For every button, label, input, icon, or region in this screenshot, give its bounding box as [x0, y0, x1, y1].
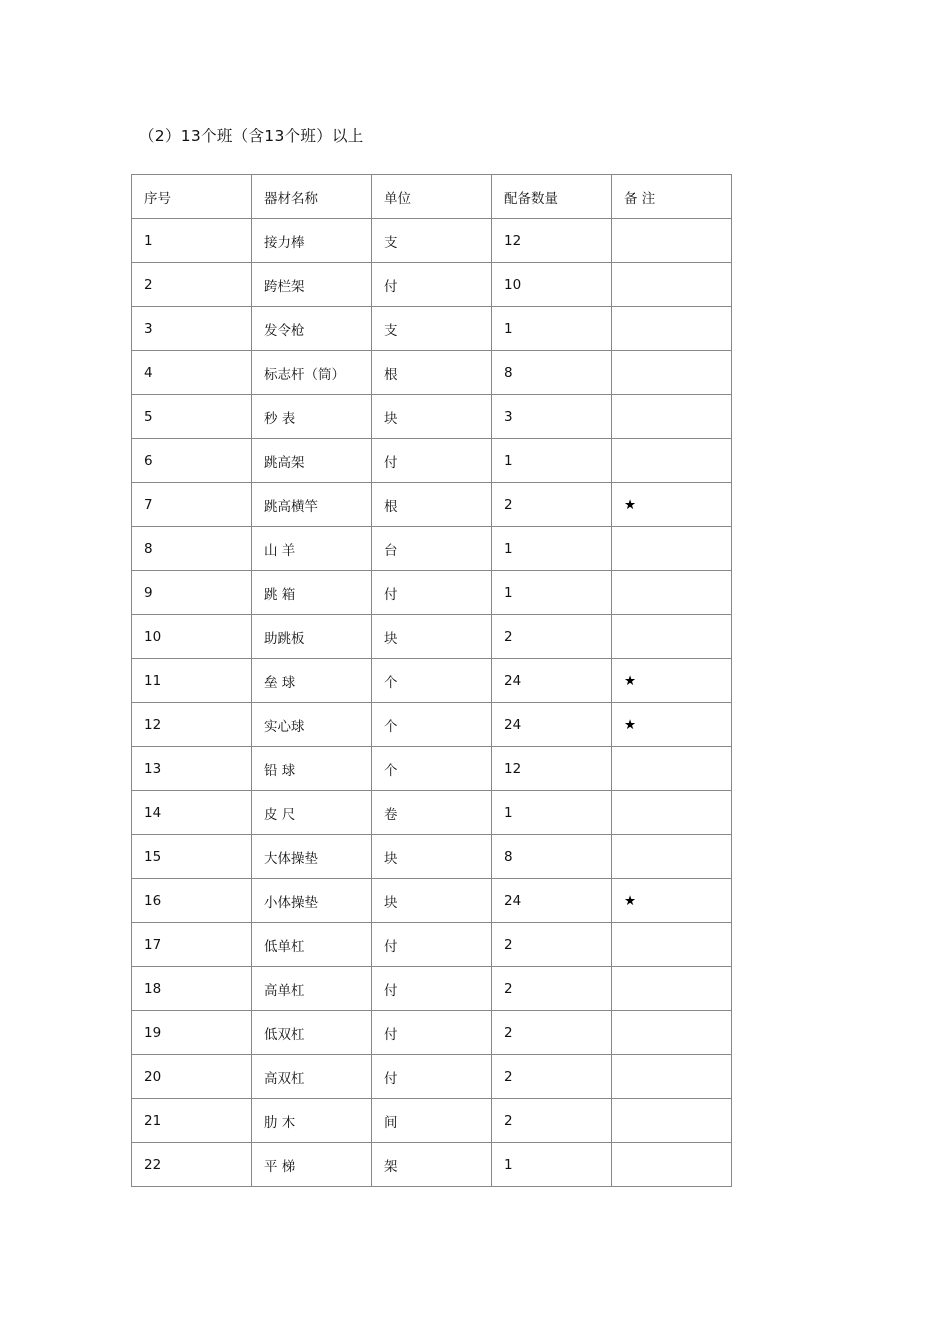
cell-unit: 支 — [372, 307, 492, 351]
cell-unit: 个 — [372, 703, 492, 747]
cell-remarks — [612, 1055, 732, 1099]
cell-unit: 付 — [372, 571, 492, 615]
cell-quantity: 2 — [492, 483, 612, 527]
cell-remarks: ★ — [612, 659, 732, 703]
table-row — [132, 923, 732, 967]
cell-remarks — [612, 967, 732, 1011]
cell-quantity: 10 — [492, 263, 612, 307]
cell-equipment-name: 肋 木 — [252, 1099, 372, 1143]
cell-quantity: 24 — [492, 703, 612, 747]
cell-remarks — [612, 835, 732, 879]
table-row — [132, 307, 732, 351]
table-row — [132, 791, 732, 835]
header-quantity: 配备数量 — [492, 175, 612, 219]
cell-remarks: ★ — [612, 483, 732, 527]
table-row — [132, 219, 732, 263]
cell-remarks — [612, 395, 732, 439]
table-body — [132, 219, 732, 1187]
section-heading: （2）13个班（含13个班）以上 — [139, 127, 364, 145]
cell-quantity: 2 — [492, 1011, 612, 1055]
cell-quantity: 1 — [492, 439, 612, 483]
cell-quantity: 12 — [492, 747, 612, 791]
cell-index: 17 — [132, 923, 252, 967]
table-row — [132, 835, 732, 879]
cell-remarks — [612, 923, 732, 967]
table-row — [132, 615, 732, 659]
cell-remarks — [612, 307, 732, 351]
cell-unit: 付 — [372, 923, 492, 967]
cell-quantity: 12 — [492, 219, 612, 263]
cell-remarks — [612, 439, 732, 483]
table-row — [132, 703, 732, 747]
cell-unit: 台 — [372, 527, 492, 571]
header-unit: 单位 — [372, 175, 492, 219]
cell-unit: 块 — [372, 615, 492, 659]
table-row — [132, 1143, 732, 1187]
cell-unit: 架 — [372, 1143, 492, 1187]
cell-unit: 支 — [372, 219, 492, 263]
cell-index: 7 — [132, 483, 252, 527]
cell-unit: 个 — [372, 659, 492, 703]
cell-equipment-name: 标志杆（筒） — [252, 351, 372, 395]
cell-index: 4 — [132, 351, 252, 395]
cell-index: 13 — [132, 747, 252, 791]
cell-quantity: 1 — [492, 1143, 612, 1187]
cell-remarks — [612, 571, 732, 615]
cell-unit: 付 — [372, 263, 492, 307]
cell-index: 22 — [132, 1143, 252, 1187]
cell-quantity: 2 — [492, 615, 612, 659]
cell-unit: 卷 — [372, 791, 492, 835]
cell-index: 10 — [132, 615, 252, 659]
cell-unit: 块 — [372, 879, 492, 923]
cell-remarks: ★ — [612, 703, 732, 747]
header-index: 序号 — [132, 175, 252, 219]
cell-quantity: 2 — [492, 1099, 612, 1143]
cell-index: 21 — [132, 1099, 252, 1143]
cell-equipment-name: 实心球 — [252, 703, 372, 747]
cell-unit: 付 — [372, 967, 492, 1011]
cell-index: 11 — [132, 659, 252, 703]
cell-remarks — [612, 351, 732, 395]
cell-index: 5 — [132, 395, 252, 439]
cell-quantity: 2 — [492, 1055, 612, 1099]
cell-equipment-name: 皮 尺 — [252, 791, 372, 835]
cell-equipment-name: 低单杠 — [252, 923, 372, 967]
cell-unit: 块 — [372, 835, 492, 879]
table-row — [132, 483, 732, 527]
cell-index: 3 — [132, 307, 252, 351]
cell-index: 14 — [132, 791, 252, 835]
cell-unit: 间 — [372, 1099, 492, 1143]
table-row — [132, 879, 732, 923]
cell-remarks — [612, 747, 732, 791]
cell-unit: 个 — [372, 747, 492, 791]
cell-index: 12 — [132, 703, 252, 747]
cell-remarks — [612, 219, 732, 263]
cell-index: 19 — [132, 1011, 252, 1055]
cell-unit: 根 — [372, 351, 492, 395]
cell-index: 1 — [132, 219, 252, 263]
cell-index: 8 — [132, 527, 252, 571]
table-row — [132, 395, 732, 439]
table-row — [132, 1055, 732, 1099]
table-row — [132, 263, 732, 307]
cell-index: 18 — [132, 967, 252, 1011]
cell-equipment-name: 山 羊 — [252, 527, 372, 571]
table-row — [132, 967, 732, 1011]
cell-equipment-name: 跨栏架 — [252, 263, 372, 307]
cell-equipment-name: 助跳板 — [252, 615, 372, 659]
cell-remarks — [612, 615, 732, 659]
cell-equipment-name: 平 梯 — [252, 1143, 372, 1187]
cell-equipment-name: 高双杠 — [252, 1055, 372, 1099]
cell-equipment-name: 高单杠 — [252, 967, 372, 1011]
cell-equipment-name: 跳高横竿 — [252, 483, 372, 527]
table-row — [132, 1099, 732, 1143]
cell-remarks — [612, 1011, 732, 1055]
table-row — [132, 527, 732, 571]
cell-equipment-name: 跳高架 — [252, 439, 372, 483]
cell-unit: 付 — [372, 1011, 492, 1055]
table-row — [132, 1011, 732, 1055]
cell-index: 9 — [132, 571, 252, 615]
cell-quantity: 1 — [492, 307, 612, 351]
cell-quantity: 8 — [492, 351, 612, 395]
cell-quantity: 1 — [492, 791, 612, 835]
table-row — [132, 351, 732, 395]
header-equipment-name: 器材名称 — [252, 175, 372, 219]
cell-remarks — [612, 263, 732, 307]
table-row — [132, 439, 732, 483]
table-row — [132, 571, 732, 615]
cell-quantity: 1 — [492, 527, 612, 571]
cell-equipment-name: 小体操垫 — [252, 879, 372, 923]
cell-equipment-name: 发令枪 — [252, 307, 372, 351]
cell-remarks — [612, 1143, 732, 1187]
cell-remarks — [612, 1099, 732, 1143]
cell-quantity: 24 — [492, 879, 612, 923]
cell-equipment-name: 垒 球 — [252, 659, 372, 703]
cell-remarks — [612, 527, 732, 571]
cell-quantity: 2 — [492, 923, 612, 967]
cell-index: 2 — [132, 263, 252, 307]
equipment-table — [131, 174, 732, 1187]
cell-equipment-name: 低双杠 — [252, 1011, 372, 1055]
table-row — [132, 659, 732, 703]
cell-index: 6 — [132, 439, 252, 483]
cell-quantity: 3 — [492, 395, 612, 439]
cell-index: 20 — [132, 1055, 252, 1099]
cell-index: 15 — [132, 835, 252, 879]
cell-quantity: 8 — [492, 835, 612, 879]
cell-unit: 付 — [372, 1055, 492, 1099]
cell-quantity: 1 — [492, 571, 612, 615]
cell-equipment-name: 大体操垫 — [252, 835, 372, 879]
cell-remarks — [612, 791, 732, 835]
cell-quantity: 2 — [492, 967, 612, 1011]
table-row — [132, 747, 732, 791]
cell-index: 16 — [132, 879, 252, 923]
cell-unit: 根 — [372, 483, 492, 527]
cell-remarks: ★ — [612, 879, 732, 923]
cell-equipment-name: 秒 表 — [252, 395, 372, 439]
header-remarks: 备 注 — [612, 175, 732, 219]
table-header-row — [132, 175, 732, 219]
cell-quantity: 24 — [492, 659, 612, 703]
cell-equipment-name: 铅 球 — [252, 747, 372, 791]
cell-equipment-name: 跳 箱 — [252, 571, 372, 615]
cell-unit: 块 — [372, 395, 492, 439]
cell-unit: 付 — [372, 439, 492, 483]
cell-equipment-name: 接力棒 — [252, 219, 372, 263]
